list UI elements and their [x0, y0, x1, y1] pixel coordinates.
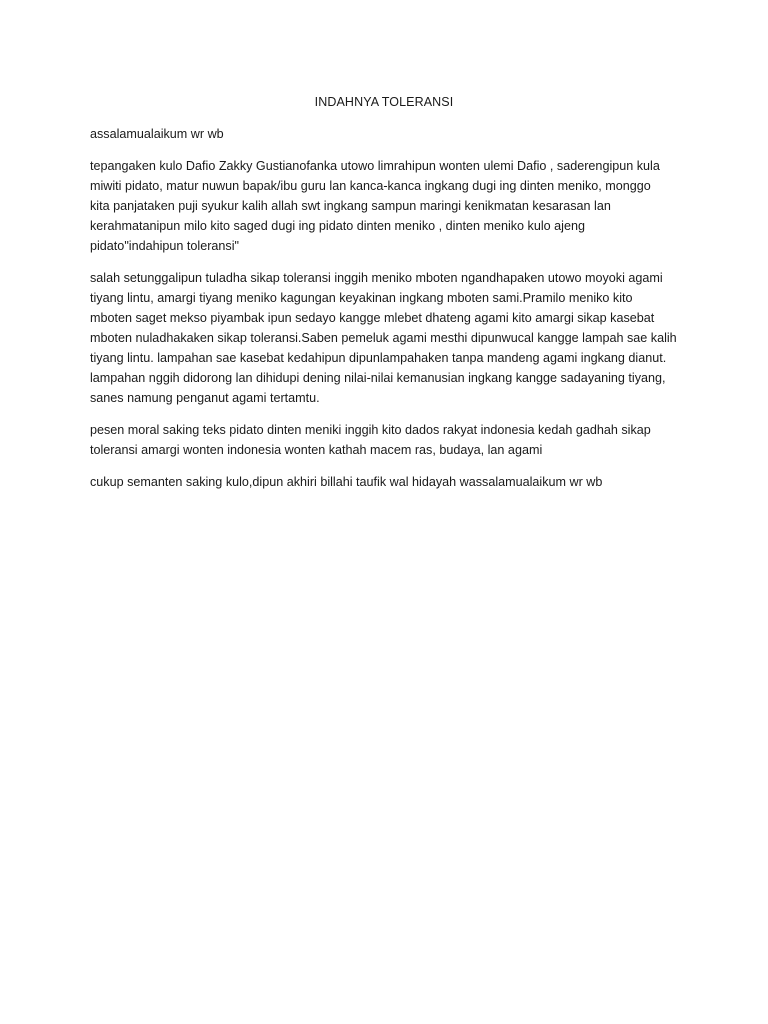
- greeting-line: assalamualaikum wr wb: [90, 127, 224, 141]
- moral-paragraph: [90, 420, 690, 460]
- moral-line-1: pesen moral saking teks pidato dinten meniki inggih kito dados rakyat indonesia kedah gadhah sikap: [90, 423, 651, 437]
- intro-line-1: tepangaken kulo Dafio Zakky Gustianofanka utowo limrahipun wonten ulemi Dafio , saderengipun kula: [90, 159, 660, 173]
- tolerance-line-4: mboten nuladhakaken sikap toleransi.Saben pemeluk agami mesthi dipunwucal kangge lampah sae kalih: [90, 331, 677, 345]
- intro-line-2: miwiti pidato, matur nuwun bapak/ibu guru lan kanca-kanca ingkang dugi ing dinten meniko, monggo: [90, 179, 651, 193]
- closing-line: cukup semanten saking kulo,dipun akhiri billahi taufik wal hidayah wassalamualaikum wr wb: [90, 475, 603, 489]
- closing-paragraph: [90, 472, 690, 492]
- greeting-paragraph: [90, 124, 690, 144]
- tolerance-line-2: tiyang lintu, amargi tiyang meniko kagungan keyakinan ingkang mboten sami.Pramilo meniko kito: [90, 291, 633, 305]
- tolerance-paragraph: [90, 268, 690, 408]
- tolerance-line-6: lampahan nggih didorong lan dihidupi dening nilai-nilai kemanusian ingkang kangge sadayaning tiyang,: [90, 371, 666, 385]
- tolerance-line-5: tiyang lintu. lampahan sae kasebat kedahipun dipunlampahaken tanpa mandeng agami ingkang dianut.: [90, 351, 667, 365]
- document-title: INDAHNYA TOLERANSI: [314, 95, 454, 109]
- tolerance-line-3: mboten saget mekso piyambak ipun sedayo kangge mlebet dhateng agami kito amargi sikap kasebat: [90, 311, 655, 325]
- tolerance-line-1: salah setunggalipun tuladha sikap toleransi inggih meniko mboten ngandhapaken utowo moyoki agami: [90, 271, 663, 285]
- intro-line-4: kerahmatanipun milo kito saged dugi ing pidato dinten meniko , dinten meniko kulo ajeng: [90, 219, 585, 233]
- document-body: [90, 124, 690, 504]
- intro-line-3: kita panjataken puji syukur kalih allah swt ingkang sampun maringi kenikmatan kesarasan lan: [90, 199, 611, 213]
- intro-line-5: pidato"indahipun toleransi": [90, 239, 239, 253]
- moral-line-2: toleransi amargi wonten indonesia wonten kathah macem ras, budaya, lan agami: [90, 443, 543, 457]
- tolerance-line-7: sanes namung penganut agami tertamtu.: [90, 391, 320, 405]
- intro-paragraph: [90, 156, 690, 256]
